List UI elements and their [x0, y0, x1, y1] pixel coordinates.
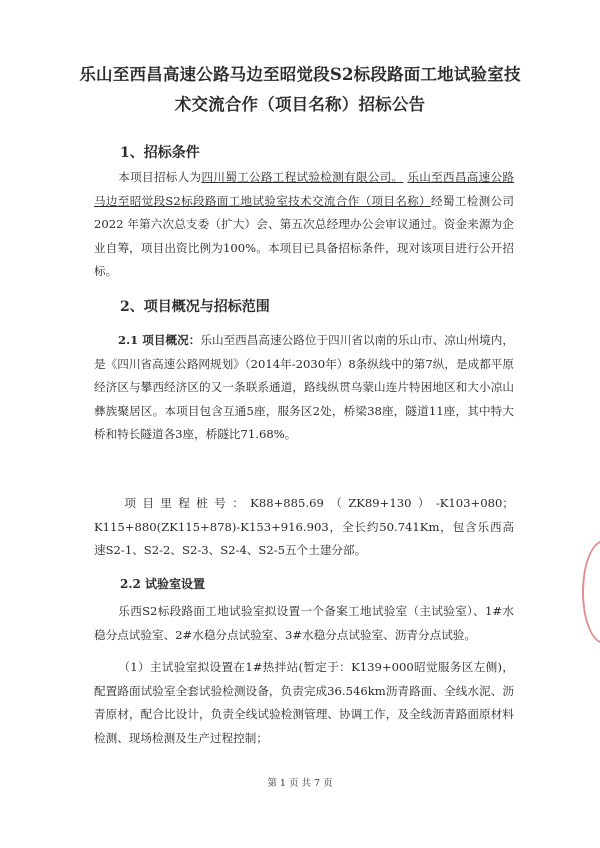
mileage-paragraph [94, 492, 514, 563]
tender-intro: 本项目招标人为 [118, 170, 202, 184]
section-2-1-label: 2.1 项目概况： [118, 333, 201, 347]
title-line-2: 术交流合作（项目名称）招标公告 [174, 95, 426, 114]
section-1-heading: 1、招标条件 [120, 145, 200, 161]
mileage-text: 项目里程桩号：K88+885.69（ZK89+130）-K103+080；K115+880(ZK115+878)-K153+916.903，全长约50.741Km，包含乐西高速S2-1、S2-2、S2-3、S2-4、S2-5五个土建分部。 [94, 496, 514, 557]
document-title [70, 60, 530, 120]
project-name: 乐山至西昌高速公路马边至昭觉段S2标段路面工地试验室技术交流合作（项目名称） [94, 170, 514, 208]
main-lab-paragraph [94, 656, 514, 750]
lab-setup-text: 乐西S2标段路面工地试验室拟设置一个备案工地试验室（主试验室）、1#水稳分点试验室、2#水稳分点试验室、3#水稳分点试验室、沥青分点试验。 [94, 604, 514, 642]
section-2-heading: 2、项目概况与招标范围 [120, 299, 270, 315]
page-footer: 第 1 页 共 7 页 [267, 778, 333, 789]
title-line-1: 乐山至西昌高速公路马边至昭觉段S2标段路面工地试验室技 [79, 65, 521, 84]
section-1-paragraph [94, 166, 514, 284]
tenderee-name: 四川蜀工公路工程试验检测有限公司。 [201, 170, 404, 184]
section-2-1-text: 乐山至西昌高速公路位于四川省以南的乐山市、凉山州境内，是《四川省高速公路网规划》（2014年-2030年）8条纵线中的第7纵，是成都平原经济区与攀西经济区的又一条联系通道，路线纵贯乌蒙山连片特困地区和大小凉山彝族聚居区。本项目包含互通5座，服务区2处，桥梁38座，隧道11座，其中特大桥和特长隧道各3座，桥隧比71.68%。 [94, 333, 514, 441]
main-lab-text: （1）主试验室拟设置在1#热拌站(暂定于：K139+000昭觉服务区左侧)，配置路面试验室全套试验检测设备，负责完成36.546km沥青路面、全线水泥、沥青原材，配合比设计，负责全线试验检测管理、协调工作，及全线沥青路面原材料检测、现场检测及生产过程控制； [94, 660, 514, 745]
lab-setup-paragraph [94, 600, 514, 647]
tender-details: 经蜀工检测公司2022 年第六次总支委（扩大）会、第五次总经理办公会审议通过。资金来源为企业自筹，项目出资比例为100%。本项目已具备招标条件，现对该项目进行公开招标。 [94, 193, 514, 278]
section-2-2-heading: 2.2 试验室设置 [120, 577, 206, 591]
section-2-1-paragraph [94, 329, 514, 447]
red-seal-stamp [582, 540, 600, 644]
